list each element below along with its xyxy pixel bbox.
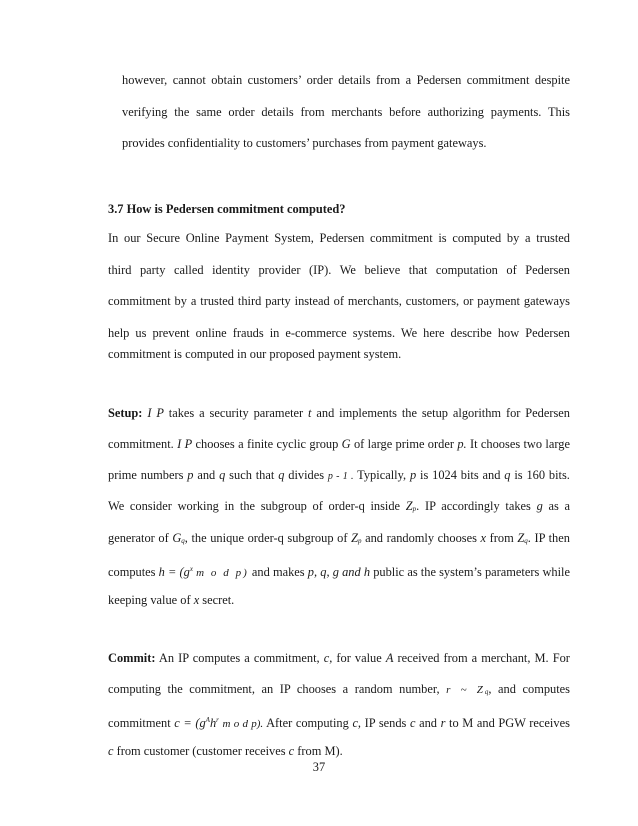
var-p: p: [409, 468, 417, 482]
setup-line-7: [108, 592, 570, 608]
text-span: We consider working in the subgroup of order-q inside: [108, 499, 401, 513]
text-span: divides: [288, 468, 325, 482]
commit-line-2: [108, 681, 570, 700]
text-span: to M and PGW receives: [449, 716, 570, 731]
text-span: received from a merchant, M. For: [397, 651, 570, 665]
text-span: An IP computes a commitment,: [158, 651, 320, 665]
section-line-4: help us prevent online frauds in e-commerce systems. We here describe how Pedersen: [108, 326, 570, 340]
var-G: G: [172, 531, 182, 545]
text-span: and randomly chooses: [365, 531, 477, 545]
var-Z: Z: [517, 531, 525, 545]
math-expr: [159, 565, 249, 579]
math-expr-part: c = (g: [174, 716, 206, 731]
text-span: is 1024 bits and: [420, 468, 501, 482]
ip-symbol: I P: [147, 406, 164, 420]
section-line-2: third party called identity provider (IP). We believe that computation of Pedersen: [108, 263, 570, 277]
superscript: r: [216, 716, 219, 724]
text-span: computes: [108, 565, 156, 580]
text-span: and: [197, 468, 216, 482]
commit-line-3: [108, 712, 570, 732]
text-span: public as the system’s parameters while: [373, 565, 570, 580]
text-span: is 160 bits.: [514, 468, 570, 482]
text-span: After computing: [266, 716, 349, 731]
superscript: x: [189, 565, 193, 573]
var-c: c,: [323, 651, 333, 665]
setup-line-4: [108, 498, 570, 517]
section-line-1: In our Secure Online Payment System, Pedersen commitment is computed by a trusted: [108, 231, 570, 245]
var-g: g: [536, 499, 543, 513]
math-expr: [174, 716, 263, 730]
commit-line-4: [108, 743, 343, 759]
math-expr-part: r ~ Z: [446, 684, 485, 696]
var-r: r: [440, 716, 446, 731]
commit-line-1: [108, 650, 570, 666]
var-c: c: [409, 716, 416, 731]
subscript: p: [357, 537, 362, 545]
math-expr: [172, 531, 184, 545]
setup-line-2: [108, 436, 570, 452]
text-span: for value: [336, 651, 382, 665]
text-span: secret.: [202, 593, 235, 607]
text-span: and: [419, 716, 437, 731]
section-line-3: commitment by a trusted third party instead of merchants, customers, or payment gateways: [108, 294, 570, 308]
text-span: and implements the setup algorithm for Pedersen: [316, 406, 570, 420]
text-span: computing the commitment, an IP chooses a random number,: [108, 682, 440, 696]
subscript: p: [412, 505, 417, 513]
var-q: q: [278, 468, 285, 482]
var-Z: Z: [351, 531, 358, 545]
text-span: , and computes: [488, 682, 570, 696]
math-expr: [406, 499, 416, 513]
intro-line-3: provides confidentiality to customers’ purchases from payment gateways.: [122, 136, 487, 150]
var-x: x: [193, 593, 200, 607]
subscript: q: [524, 537, 528, 545]
var-c: c: [108, 744, 114, 758]
setup-line-3: [108, 467, 570, 485]
setup-line-5: [108, 530, 570, 549]
var-q: q: [219, 468, 226, 482]
setup-line-6: [108, 561, 570, 581]
text-span: IP sends: [364, 716, 407, 731]
text-span: as a: [548, 499, 570, 513]
text-span: of large prime order: [353, 437, 454, 451]
var-q: q: [504, 468, 511, 482]
commit-label: Commit:: [108, 651, 156, 665]
text-span: . IP then: [527, 531, 570, 545]
var-G: G: [341, 437, 351, 451]
var-x: x: [480, 531, 487, 545]
var-p: p: [187, 468, 194, 482]
text-span: Typically,: [357, 468, 407, 482]
var-Z: Z: [405, 499, 413, 513]
math-expr: [351, 531, 361, 545]
text-span: . IP accordingly takes: [416, 499, 531, 513]
intro-line-1: however, cannot obtain customers’ order details from a Pedersen commitment despite: [122, 73, 570, 87]
text-span: commitment.: [108, 437, 174, 451]
math-expr: p - 1 .: [327, 471, 354, 482]
var-h: h: [209, 716, 217, 731]
setup-label: Setup:: [108, 406, 143, 420]
page-number: 37: [312, 760, 326, 774]
text-span: from customer (customer receives: [116, 744, 286, 758]
setup-line-1: [108, 405, 570, 421]
text-span: such that: [229, 468, 275, 482]
vars-list: p, q, g and h: [307, 565, 371, 580]
text-span: generator of: [108, 531, 169, 545]
var-A: A: [385, 651, 394, 665]
var-c: c: [288, 744, 295, 758]
math-expr-part: m o d p): [196, 567, 249, 580]
text-span: keeping value of: [108, 593, 191, 607]
subscript: q: [484, 688, 489, 696]
text-span: commitment: [108, 716, 171, 731]
text-span: from: [489, 531, 514, 545]
text-span: and makes: [251, 565, 305, 580]
var-p: p.: [457, 437, 467, 451]
text-span: prime numbers: [108, 468, 184, 482]
intro-line-2: verifying the same order details from merchants before authorizing payments. This: [122, 105, 570, 119]
var-t: t: [308, 406, 312, 420]
var-c: c,: [352, 716, 362, 731]
text-span: takes a security parameter: [168, 406, 304, 420]
math-expr-part: m o d p).: [222, 718, 264, 731]
math-expr-part: h = (g: [158, 565, 190, 580]
section-heading: 3.7 How is Pedersen commitment computed?: [108, 202, 346, 216]
text-span: from M).: [297, 744, 343, 758]
section-line-5: commitment is computed in our proposed payment system.: [108, 347, 402, 361]
text-span: , the unique order-q subgroup of: [184, 531, 348, 545]
subscript: q: [181, 537, 185, 545]
ip-symbol: I P: [177, 437, 193, 451]
superscript: A: [205, 716, 210, 724]
text-span: chooses a finite cyclic group: [195, 437, 339, 451]
math-expr: [446, 682, 488, 696]
text-span: It chooses two large: [469, 437, 570, 451]
math-expr: [517, 531, 527, 545]
